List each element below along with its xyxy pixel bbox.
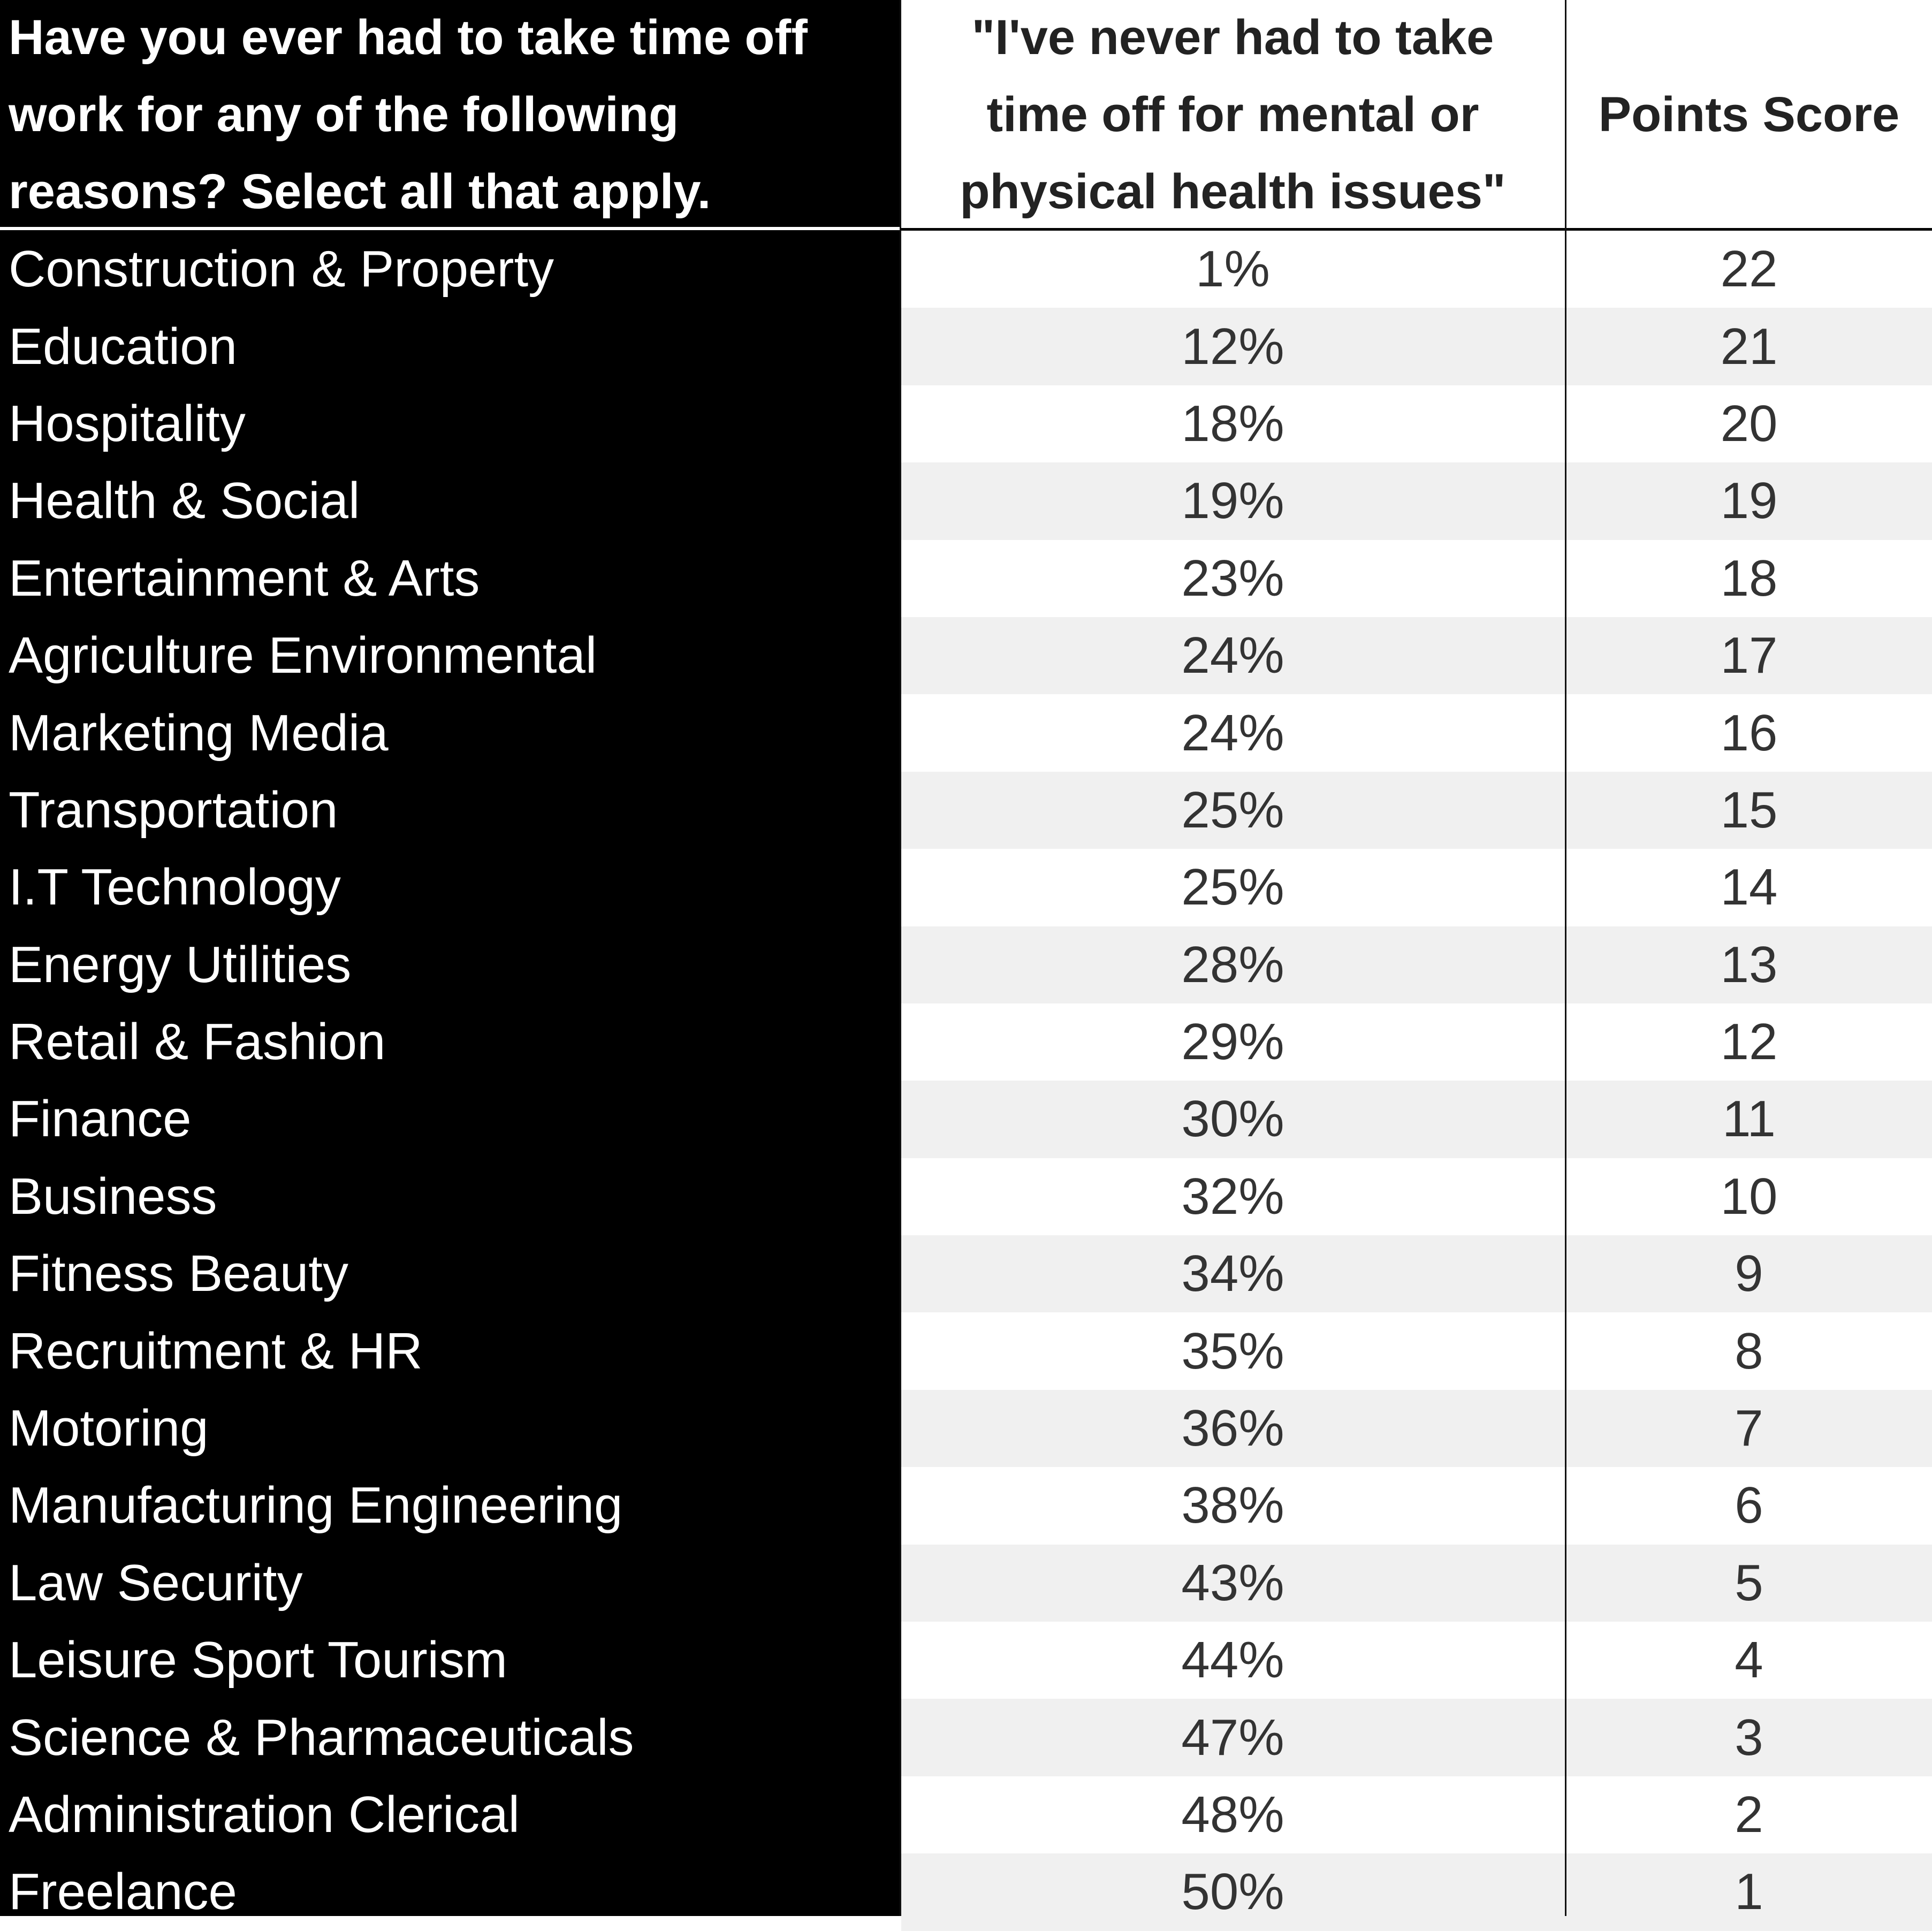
industry-cell: Retail & Fashion <box>9 1013 386 1071</box>
never-pct-cell: 36% <box>1181 1400 1284 1457</box>
never-pct-cell: 44% <box>1181 1631 1284 1689</box>
never-line-1: "I've never had to take <box>971 10 1494 65</box>
table-row <box>0 1622 1932 1699</box>
table-row <box>0 617 1932 694</box>
industry-cell: Energy Utilities <box>9 936 352 993</box>
header-divider-left <box>0 227 900 230</box>
table-row <box>0 1003 1932 1081</box>
points-cell: 4 <box>1735 1631 1763 1689</box>
points-cell: 11 <box>1722 1090 1776 1148</box>
industry-cell: Leisure Sport Tourism <box>9 1631 507 1689</box>
points-cell: 13 <box>1720 936 1778 993</box>
points-cell: 5 <box>1735 1554 1763 1611</box>
table-row <box>0 1158 1932 1235</box>
never-pct-cell: 25% <box>1181 781 1284 839</box>
never-pct-cell: 30% <box>1181 1090 1284 1148</box>
points-cell: 18 <box>1720 549 1778 607</box>
table-row <box>0 540 1932 617</box>
points-header: Points Score <box>1598 87 1900 142</box>
column-divider-1 <box>900 0 901 1916</box>
table-row <box>0 1390 1932 1467</box>
industry-cell: Agriculture Environmental <box>9 627 597 685</box>
industry-cell: Health & Social <box>9 472 360 530</box>
never-pct-cell: 28% <box>1181 936 1284 993</box>
points-cell: 22 <box>1720 240 1778 298</box>
never-pct-cell: 19% <box>1181 472 1284 530</box>
table-row <box>0 1467 1932 1544</box>
question-header <box>0 0 900 229</box>
table-row <box>0 1235 1932 1312</box>
points-cell: 1 <box>1735 1863 1763 1921</box>
industry-cell: Business <box>9 1167 217 1225</box>
industry-cell: Marketing Media <box>9 704 389 762</box>
industry-cell: Freelance <box>9 1863 237 1921</box>
table-body <box>0 231 1932 1931</box>
never-pct-cell: 24% <box>1181 627 1284 685</box>
table-row <box>0 385 1932 462</box>
points-cell: 9 <box>1735 1245 1763 1303</box>
table-row <box>0 849 1932 926</box>
never-pct-cell: 48% <box>1181 1786 1284 1843</box>
question-line-2: work for any of the following <box>9 87 679 142</box>
industry-cell: Administration Clerical <box>9 1786 520 1843</box>
table-header <box>0 0 1932 229</box>
never-line-3: physical health issues" <box>960 164 1506 219</box>
never-pct-cell: 18% <box>1181 394 1284 452</box>
table-row <box>0 308 1932 385</box>
industry-cell: Finance <box>9 1090 192 1148</box>
industry-cell: Motoring <box>9 1400 209 1457</box>
industry-cell: Fitness Beauty <box>9 1245 348 1303</box>
never-pct-cell: 1% <box>1196 240 1270 298</box>
table-row <box>0 1853 1932 1930</box>
points-cell: 7 <box>1735 1400 1763 1457</box>
points-cell: 20 <box>1720 394 1778 452</box>
table-row <box>0 231 1932 308</box>
points-cell: 6 <box>1735 1477 1763 1534</box>
table-row <box>0 462 1932 539</box>
never-pct-cell: 24% <box>1181 704 1284 762</box>
never-pct-cell: 23% <box>1181 549 1284 607</box>
industry-cell: Hospitality <box>9 394 246 452</box>
never-pct-cell: 29% <box>1181 1013 1284 1071</box>
industry-cell: Construction & Property <box>9 240 554 298</box>
points-cell: 17 <box>1720 627 1778 685</box>
points-cell: 19 <box>1720 472 1778 530</box>
points-cell: 14 <box>1720 858 1778 916</box>
question-line-1: Have you ever had to take time off <box>9 10 808 65</box>
industry-cell: Entertainment & Arts <box>9 549 480 607</box>
column-divider-2 <box>1565 0 1566 1916</box>
never-pct-cell: 32% <box>1181 1167 1284 1225</box>
never-pct-cell: 43% <box>1181 1554 1284 1611</box>
industry-cell: Law Security <box>9 1554 303 1611</box>
points-cell: 2 <box>1735 1786 1763 1843</box>
industry-cell: Transportation <box>9 781 338 839</box>
never-pct-cell: 25% <box>1181 858 1284 916</box>
points-cell: 21 <box>1720 317 1778 375</box>
points-cell: 10 <box>1720 1167 1778 1225</box>
points-cell: 12 <box>1720 1013 1778 1071</box>
industry-cell: Manufacturing Engineering <box>9 1477 623 1534</box>
never-pct-cell: 35% <box>1181 1322 1284 1380</box>
table-row <box>0 694 1932 771</box>
industry-cell: I.T Technology <box>9 858 341 916</box>
points-cell: 3 <box>1735 1708 1763 1766</box>
table-row <box>0 772 1932 849</box>
points-cell: 15 <box>1720 781 1778 839</box>
never-line-2: time off for mental or <box>986 87 1479 142</box>
question-line-3: reasons? Select all that apply. <box>9 164 711 219</box>
table-row <box>0 1081 1932 1158</box>
never-header <box>900 0 1566 229</box>
industry-cell: Science & Pharmaceuticals <box>9 1708 634 1766</box>
never-pct-cell: 34% <box>1181 1245 1284 1303</box>
never-pct-cell: 50% <box>1181 1863 1284 1921</box>
never-pct-cell: 47% <box>1181 1708 1284 1766</box>
table-row <box>0 1312 1932 1389</box>
table-row <box>0 1776 1932 1853</box>
table-row <box>0 1545 1932 1622</box>
industry-cell: Education <box>9 317 237 375</box>
points-cell: 8 <box>1735 1322 1763 1380</box>
never-pct-cell: 38% <box>1181 1477 1284 1534</box>
never-pct-cell: 12% <box>1181 317 1284 375</box>
table-row <box>0 1699 1932 1776</box>
points-cell: 16 <box>1720 704 1778 762</box>
industry-cell: Recruitment & HR <box>9 1322 423 1380</box>
table-row <box>0 926 1932 1003</box>
